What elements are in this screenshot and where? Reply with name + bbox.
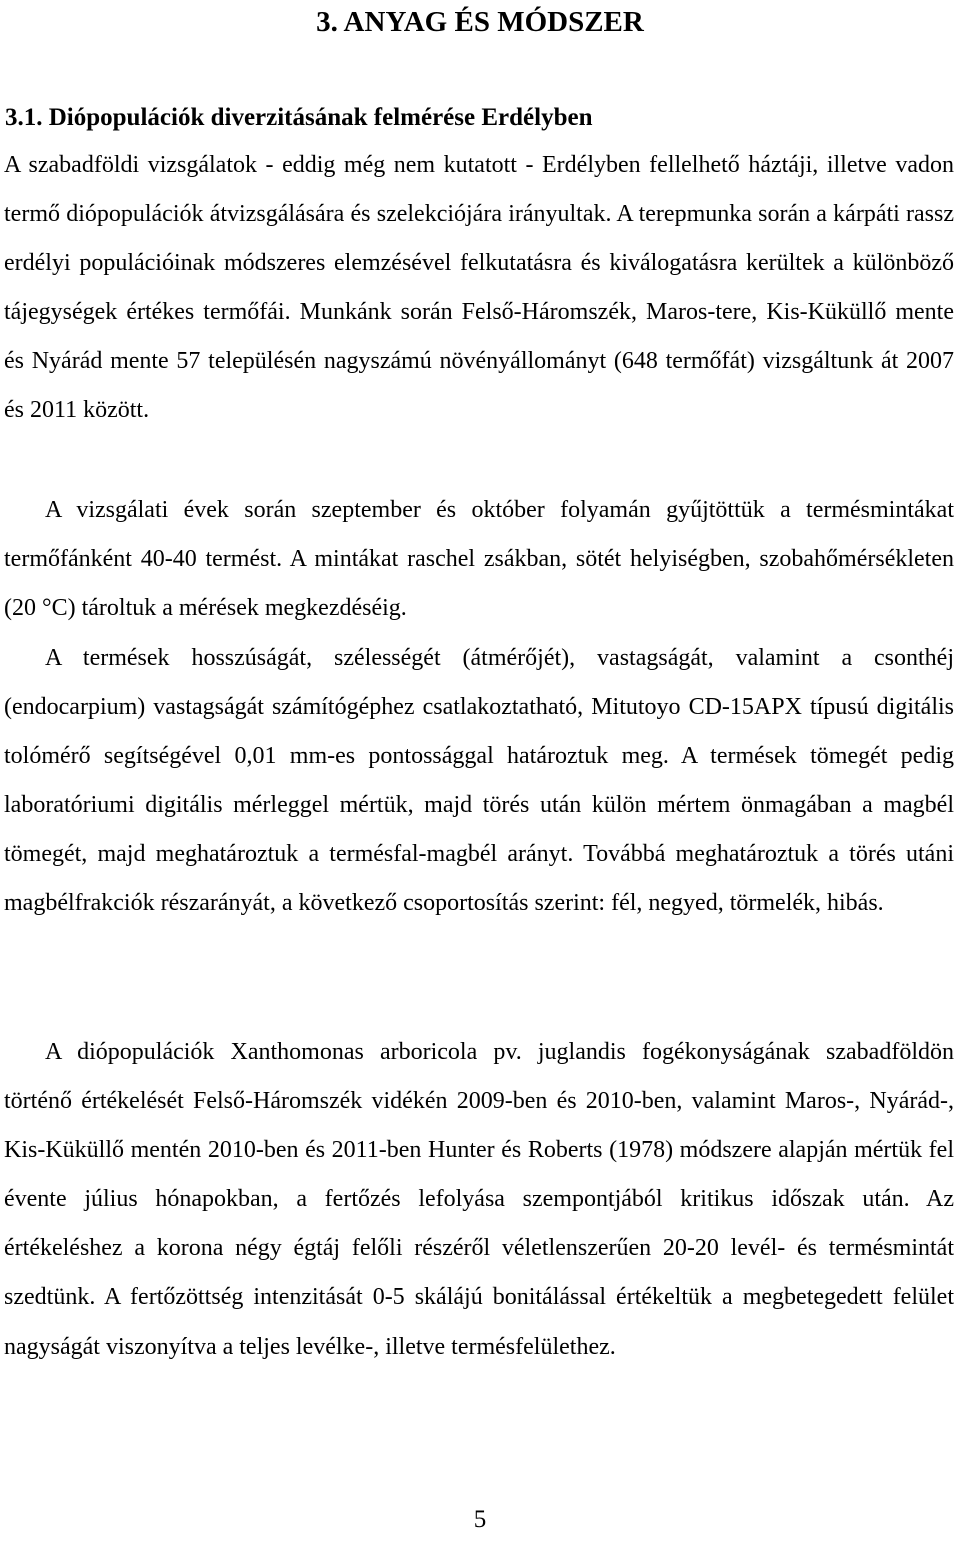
- section-heading: 3.1. Diópopulációk diverzitásának felmérése Erdélyben: [5, 104, 593, 131]
- paragraph-xanthomonas-assessment: A diópopulációk Xanthomonas arboricola pv. juglandis fogékonyságának szabadföldön történő értékelését Felső-Háromszék vidékén 2009-ben és 2010-ben, valamint Maros-, Nyárád-, Kis-Küküllő mentén 2010-ben és 2011-ben Hunter és Roberts (1978) módszere alapján mértük fel évente július hónapokban, a fertőzés lefolyása szempontjából kritikus időszak után. Az értékeléshez a korona négy égtáj felőli részéről véletlenszerűen 20-20 levél- és termésmintát szedtünk. A fertőzöttség intenzitását 0-5 skálájú bonitálással értékeltük a megbetegedett felület nagyságát viszonyítva a teljes levélke-, illetve termésfelülethez.: [4, 1039, 954, 1360]
- chapter-title: 3. ANYAG ÉS MÓDSZER: [316, 6, 644, 38]
- paragraph-sampling-scope: A szabadföldi vizsgálatok - eddig még nem kutatott - Erdélyben fellelhető háztáji, illetve vadon termő diópopulációk átvizsgálására és szelekciójára irányultak. A terepmunka során a kárpáti rassz erdélyi populációinak módszeres elemzésével felkutatásra és kiválogatásra kerültek a különböző tájegységek értékes termőfái. Munkánk során Felső-Háromszék, Maros-tere, Kis-Küküllő mente és Nyárád mente 57 településén nagyszámú növényállományt (648 termőfát) vizsgáltunk át 2007 és 2011 között.: [4, 152, 954, 424]
- paragraph-sample-collection: A vizsgálati évek során szeptember és október folyamán gyűjtöttük a termésmintákat termőfánként 40-40 termést. A mintákat raschel zsákban, sötét helyiségben, szobahőmérsékleten (20 °C) tároltuk a mérések megkezdéséig.: [4, 497, 954, 622]
- page-number: 5: [473, 1506, 487, 1533]
- paragraph-measurements: A termések hosszúságát, szélességét (átmérőjét), vastagságát, valamint a csonthéj (endocarpium) vastagságát számítógéphez csatlakoztatható, Mitutoyo CD-15APX típusú digitális tolómérő segítségével 0,01 mm-es pontossággal határoztuk meg. A termések tömegét pedig laboratóriumi digitális mérleggel mértük, majd törés után külön mértem önmagában a magbél tömegét, majd meghatároztuk a termésfal-magbél arányt. Továbbá meghatároztuk a törés utáni magbélfrakciók részarányát, a következő csoportosítás szerint: fél, negyed, törmelék, hibás.: [4, 645, 954, 917]
